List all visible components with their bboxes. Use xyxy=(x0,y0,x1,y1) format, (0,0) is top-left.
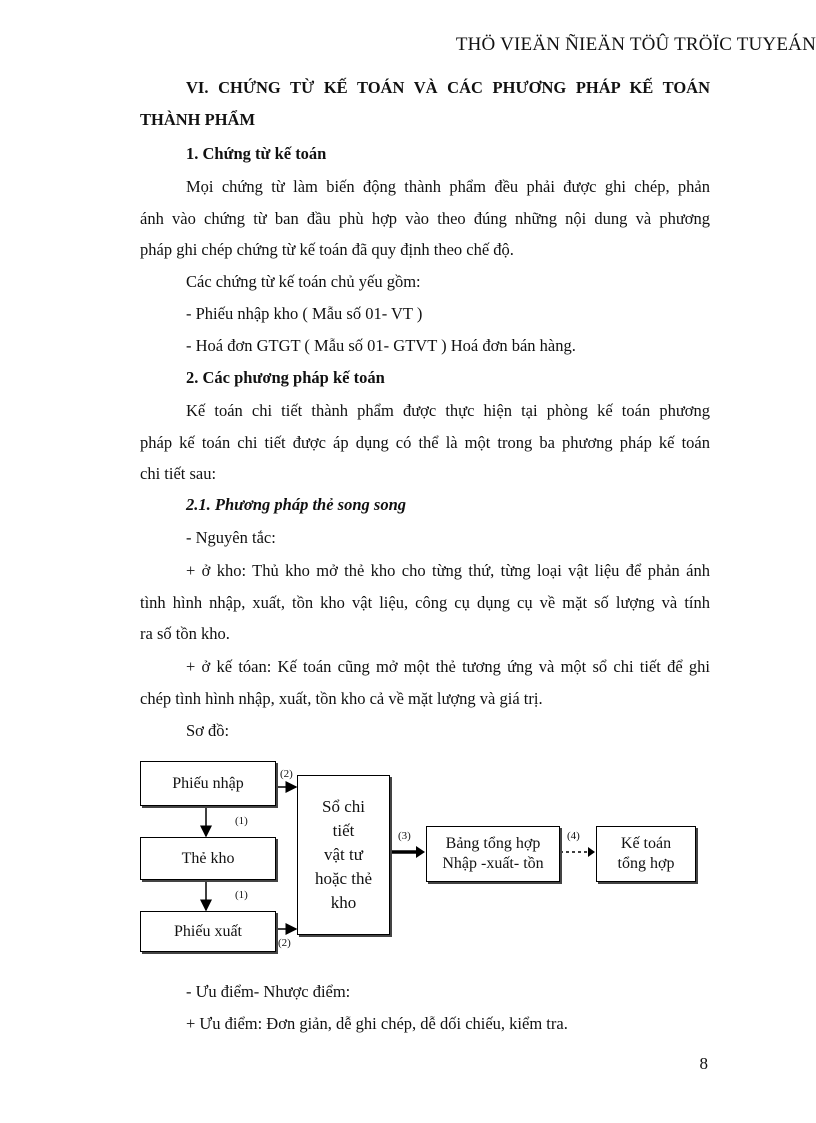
section-title-line2: THÀNH PHẨM xyxy=(140,110,256,129)
box-bang-tong-hop xyxy=(426,826,560,882)
diagram-label: Sơ đồ: xyxy=(186,721,230,740)
sub1-item2: - Hoá đơn GTGT ( Mẫu số 01- GTVT ) Hoá đơn bán hàng. xyxy=(186,336,576,355)
sub21-heading: 2.1. Phương pháp thẻ song song xyxy=(186,495,407,514)
label-4: (4) xyxy=(567,830,580,842)
sub21-kho-line2: tình hình nhập, xuất, tồn kho vật liệu, công cụ dụng cụ về mặt số lượng và tính xyxy=(140,593,710,612)
dashed-arrowhead-right xyxy=(588,847,595,857)
label-2a: (2) xyxy=(280,768,293,780)
box-ke-toan-tong-hop xyxy=(596,826,696,882)
box-the-kho xyxy=(140,837,276,880)
box-phieu-xuat-label: Phiếu xuất xyxy=(174,922,242,940)
bang-tong-hop-line2: Nhập -xuất- tồn xyxy=(442,855,544,872)
page-number: 8 xyxy=(699,1054,708,1073)
arrow-so-to-bang-head xyxy=(416,846,425,858)
box-phieu-nhap-label: Phiếu nhập xyxy=(172,774,244,792)
sub1-item1: - Phiếu nhập kho ( Mẫu số 01- VT ) xyxy=(186,304,423,323)
box-so-chi-tiet xyxy=(297,775,390,935)
label-2b: (2) xyxy=(278,937,291,949)
ke-toan-tong-hop-line2: tổng hợp xyxy=(617,855,675,872)
sub1-para-line3: pháp ghi chép chứng từ kế toán đã quy định theo chế độ. xyxy=(140,240,514,259)
so-chi-tiet-line5: kho xyxy=(330,893,357,912)
sub2-heading: 2. Các phương pháp kế toán xyxy=(186,368,385,387)
sub21-kt-line2: chép tình hình nhập, xuất, tồn kho cả về mặt lượng và giá trị. xyxy=(140,689,543,708)
sub2-para-line1: Kế toán chi tiết thành phẩm được thực hiện tại phòng kế toán phương xyxy=(186,401,710,420)
sub1-list-intro: Các chứng từ kế toán chủ yếu gồm: xyxy=(186,272,421,291)
label-1a: (1) xyxy=(235,815,248,827)
box-the-kho-label: Thẻ kho xyxy=(181,849,235,867)
section-title-line1: VI. CHỨNG TỪ KẾ TOÁN VÀ CÁC PHƯƠNG PHÁP KẾ TOÁN xyxy=(186,78,710,97)
ke-toan-tong-hop-line1: Kế toán xyxy=(620,835,672,852)
header-title: THÖ VIEÄN ÑIEÄN TÖÛ TRÖÏC TUYEÁN xyxy=(455,34,816,55)
so-chi-tiet-line3: vật tư xyxy=(324,845,363,864)
so-chi-tiet-line1: Sổ chi xyxy=(322,797,365,816)
label-1b: (1) xyxy=(235,889,248,901)
pros-cons-heading: - Ưu điểm- Nhược điểm: xyxy=(186,982,351,1001)
bang-tong-hop-line1: Bảng tổng hợp xyxy=(445,835,541,852)
sub21-principle: - Nguyên tắc: xyxy=(186,528,276,547)
so-chi-tiet-line4: hoặc thẻ xyxy=(314,869,373,888)
sub2-para-line2: pháp kế toán chi tiết được áp dụng có thể là một trong ba phương pháp kế toán xyxy=(140,433,710,452)
sub2-para-line3: chi tiết sau: xyxy=(140,464,217,483)
so-chi-tiet-line2: tiết xyxy=(332,821,355,840)
box-phieu-xuat xyxy=(140,911,276,952)
sub21-kho-line1: + ở kho: Thủ kho mở thẻ kho cho từng thứ, từng loại vật liệu để phản ánh xyxy=(186,561,710,580)
box-phieu-nhap xyxy=(140,761,276,806)
label-3: (3) xyxy=(398,830,411,842)
sub1-para-line2: ánh vào chứng từ ban đầu phù hợp vào theo đúng những nội dung và phương xyxy=(140,209,710,228)
sub1-para-line1: Mọi chứng từ làm biến động thành phẩm đều phải được ghi chép, phản xyxy=(186,177,710,196)
sub21-kho-line3: ra số tồn kho. xyxy=(140,624,230,643)
sub21-kt-line1: + ở kế tóan: Kế toán cũng mở một thẻ tương ứng và một sổ chi tiết để ghi xyxy=(186,657,710,676)
pros-line: + Ưu điểm: Đơn giản, dễ ghi chép, dễ dối chiếu, kiểm tra. xyxy=(186,1014,568,1033)
sub1-heading: 1. Chứng từ kế toán xyxy=(186,144,327,163)
